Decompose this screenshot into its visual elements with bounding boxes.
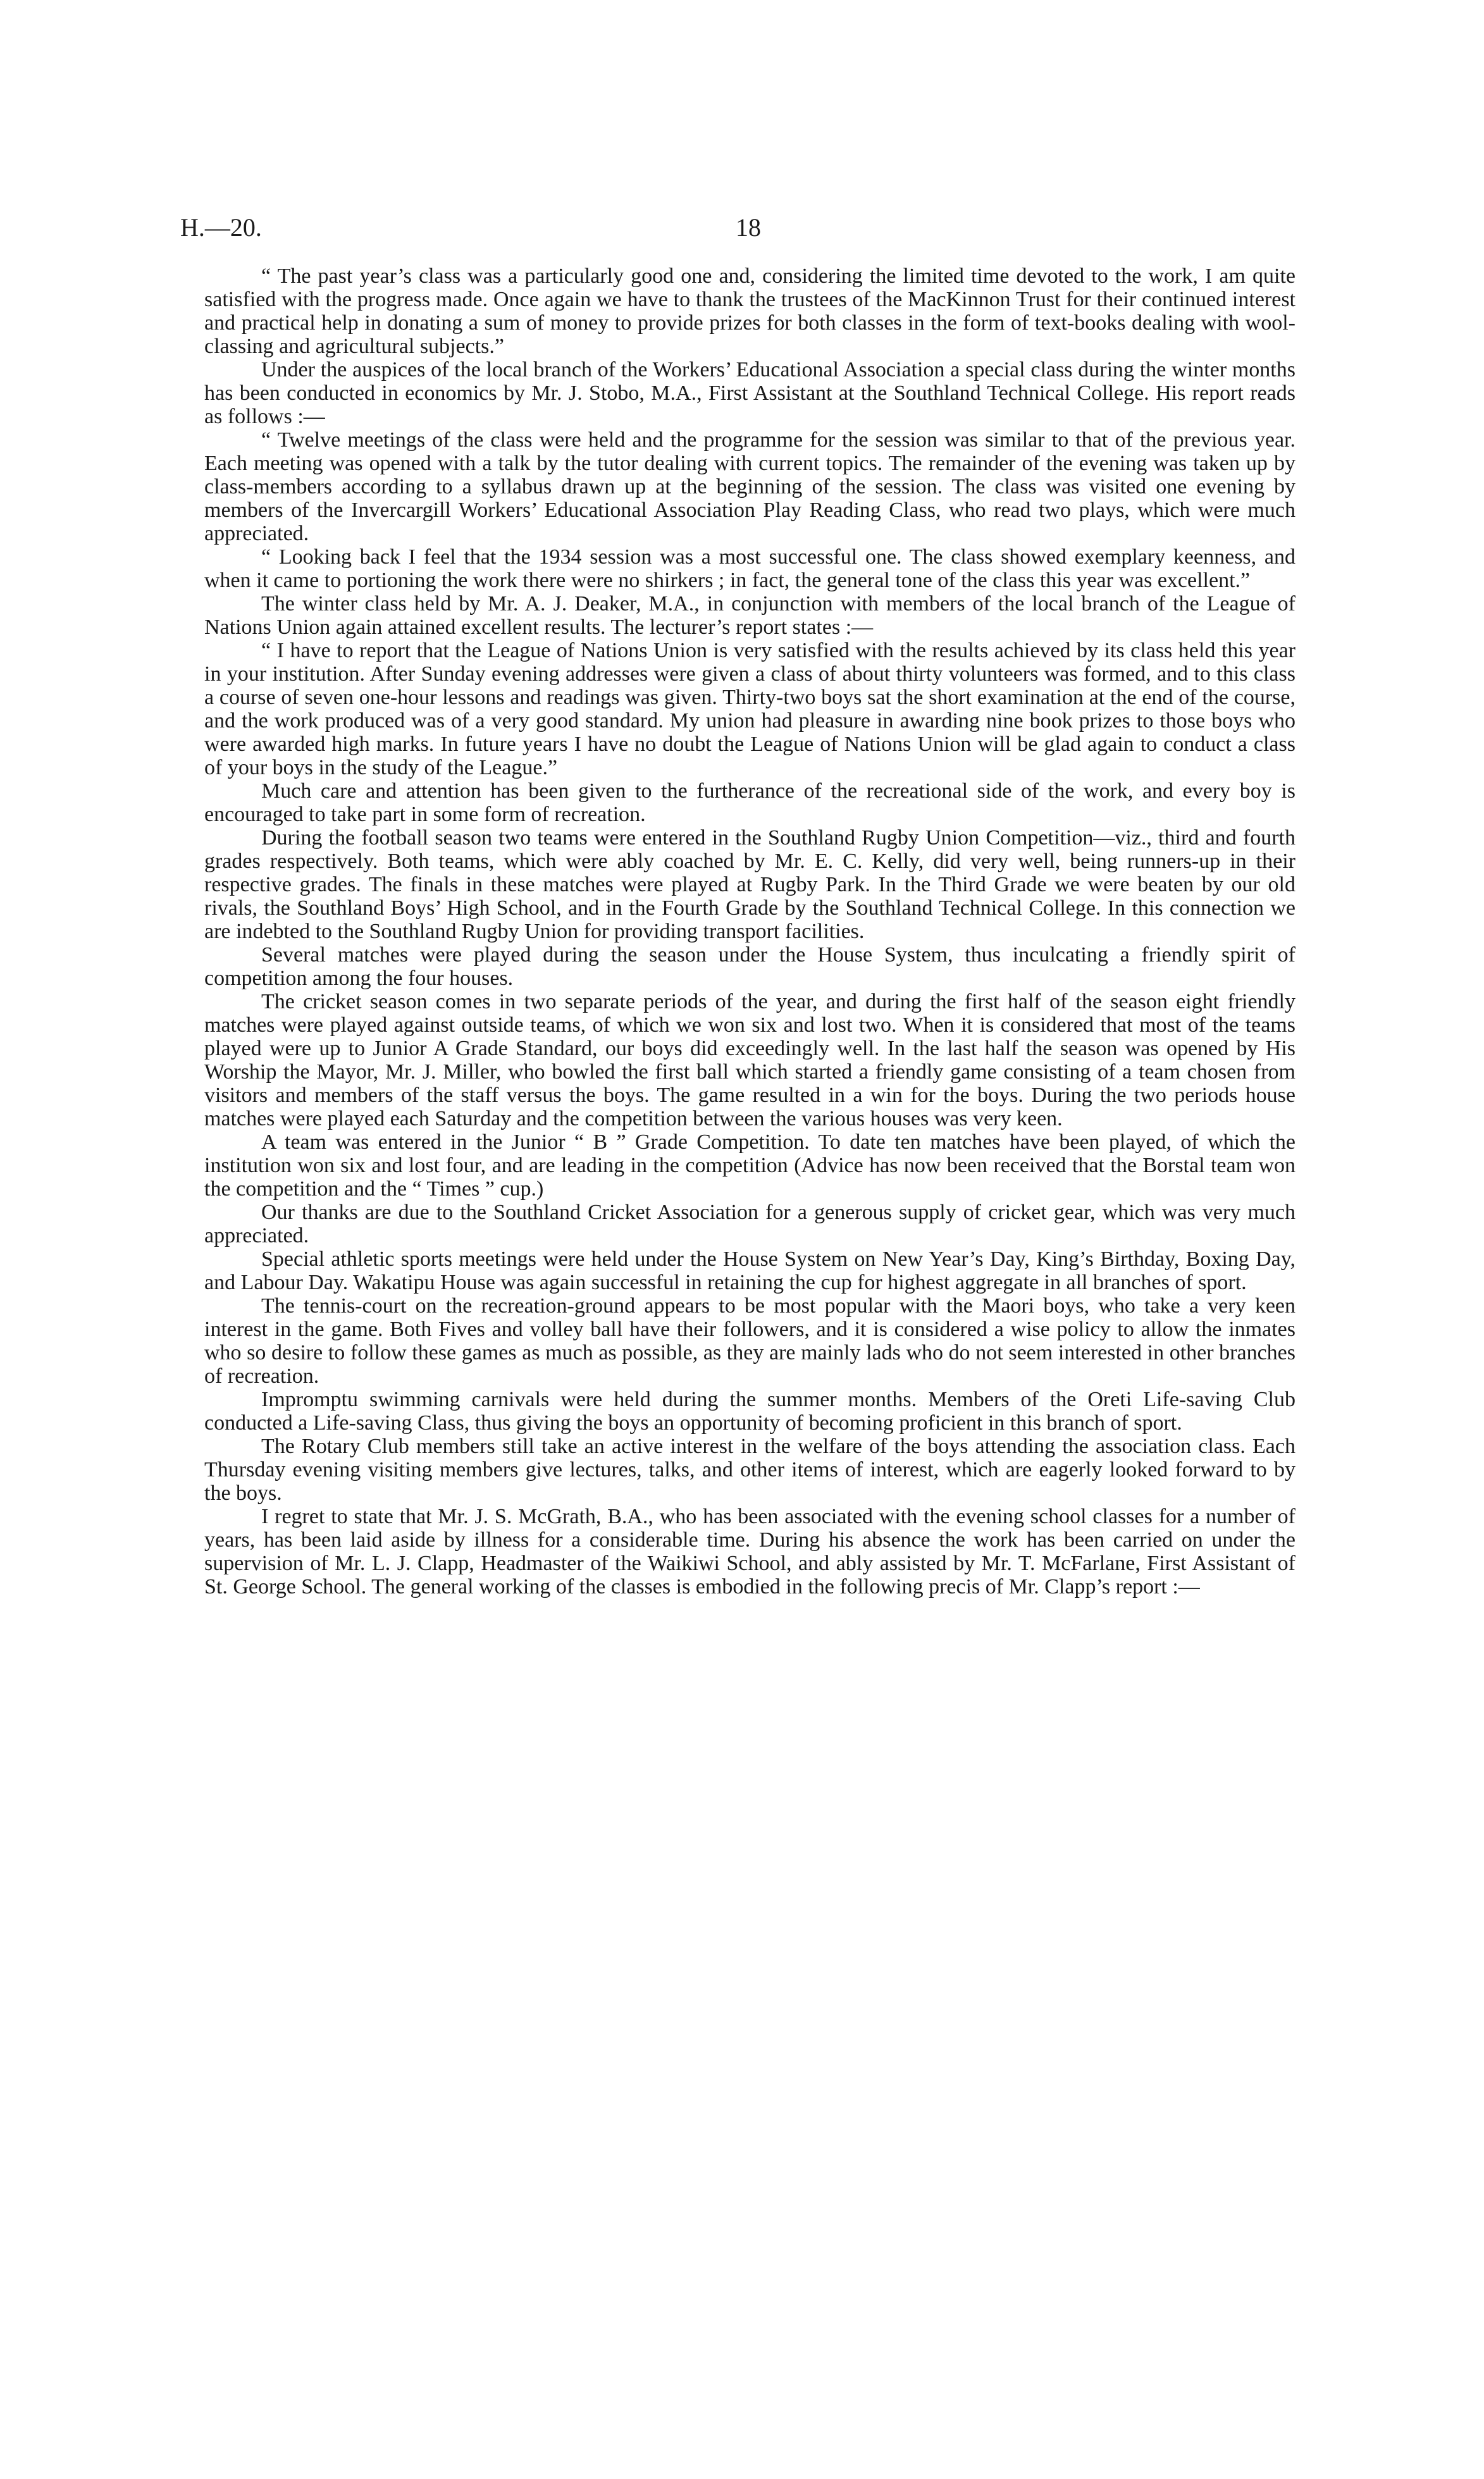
paragraph: Much care and attention has been given to the furtherance of the recreational side of the work, and every boy is encouraged to take part in some form of recreation.: [204, 779, 1295, 826]
page-number: 18: [736, 213, 761, 242]
paragraph: The cricket season comes in two separate periods of the year, and during the first half of the season eight friendly matches were played against outside teams, of which we won six and lost two. When it is considered that most of the teams played were up to Junior A Grade Standard, our boys did exceedingly well. In the last half the season was opened by His Worship the Mayor, Mr. J. Miller, who bowled the first ball which started a friendly game consisting of a team chosen from visitors and members of the staff versus the boys. The game resulted in a win for the boys. During the two periods house matches were played each Saturday and the competition between the various houses was very keen.: [204, 990, 1295, 1130]
paragraph: Special athletic sports meetings were held under the House System on New Year’s Day, King’s Birthday, Boxing Day, and Labour Day. Wakatipu House was again successful in retaining the cup for highest aggregate in all branches of sport.: [204, 1247, 1295, 1294]
paragraph: The Rotary Club members still take an active interest in the welfare of the boys attending the association class. Each Thursday evening visiting members give lectures, talks, and other items of interest, which are eagerly looked forward to by the boys.: [204, 1435, 1295, 1505]
paragraph: During the football season two teams were entered in the Southland Rugby Union Competition—viz., third and fourth grades respectively. Both teams, which were ably coached by Mr. E. C. Kelly, did very well, being runners-up in their respective grades. The finals in these matches were played at Rugby Park. In the Third Grade we were beaten by our old rivals, the Southland Boys’ High School, and in the Fourth Grade by the Southland Technical College. In this connection we are indebted to the Southland Rugby Union for providing transport facilities.: [204, 826, 1295, 943]
paragraph: I regret to state that Mr. J. S. McGrath, B.A., who has been associated with the evening school classes for a number of years, has been laid aside by illness for a considerable time. During his absence the work has been carried on under the supervision of Mr. L. J. Clapp, Headmaster of the Waikiwi School, and ably assisted by Mr. T. McFarlane, First Assistant of St. George School. The general working of the classes is embodied in the following precis of Mr. Clapp’s report :—: [204, 1505, 1295, 1598]
paragraph: “ I have to report that the League of Nations Union is very satisfied with the results achieved by its class held this year in your institution. After Sunday evening addresses were given a class of about thirty volunteers was formed, and to this class a course of seven one-hour lessons and readings was given. Thirty-two boys sat the short examination at the end of the course, and the work produced was of a very good standard. My union had pleasure in awarding nine book prizes to those boys who were awarded high marks. In future years I have no doubt the League of Nations Union will be glad again to conduct a class of your boys in the study of the League.”: [204, 639, 1295, 779]
running-head: [0, 209, 1484, 247]
paragraph: Our thanks are due to the Southland Cricket Association for a generous supply of cricket gear, which was very much appreciated.: [204, 1201, 1295, 1247]
paragraph: The winter class held by Mr. A. J. Deaker, M.A., in conjunction with members of the local branch of the League of Nations Union again attained excellent results. The lecturer’s report states :—: [204, 592, 1295, 639]
paragraph: The tennis-court on the recreation-ground appears to be most popular with the Maori boys, who take a very keen interest in the game. Both Fives and volley ball have their followers, and it is considered a wise policy to allow the inmates who so desire to follow these games as much as possible, as they are mainly lads who do not seem interested in other branches of recreation.: [204, 1294, 1295, 1388]
paragraph: Impromptu swimming carnivals were held during the summer months. Members of the Oreti Life-saving Club conducted a Life-saving Class, thus giving the boys an opportunity of becoming proficient in this branch of sport.: [204, 1388, 1295, 1435]
paragraph: “ Twelve meetings of the class were held and the programme for the session was similar to that of the previous year. Each meeting was opened with a talk by the tutor dealing with current topics. The remainder of the evening was taken up by class-members according to a syllabus drawn up at the beginning of the session. The class was visited one evening by members of the Invercargill Workers’ Educational Association Play Reading Class, who read two plays, which were much appreciated.: [204, 428, 1295, 545]
paragraph: “ The past year’s class was a particularly good one and, considering the limited time devoted to the work, I am quite satisfied with the progress made. Once again we have to thank the trustees of the MacKinnon Trust for their continued interest and practical help in donating a sum of money to provide prizes for both classes in the form of text-books dealing with wool-classing and agricultural subjects.”: [204, 264, 1295, 358]
paragraph: A team was entered in the Junior “ B ” Grade Competition. To date ten matches have been played, of which the institution won six and lost four, and are leading in the competition (Advice has now been received that the Borstal team won the competition and the “ Times ” cup.): [204, 1130, 1295, 1201]
paragraph: Under the auspices of the local branch of the Workers’ Educational Association a special class during the winter months has been conducted in economics by Mr. J. Stobo, M.A., First Assistant at the Southland Technical College. His report reads as follows :—: [204, 358, 1295, 428]
paragraph: “ Looking back I feel that the 1934 session was a most successful one. The class showed exemplary keenness, and when it came to portioning the work there were no shirkers ; in fact, the general tone of the class this year was excellent.”: [204, 545, 1295, 592]
paragraph: Several matches were played during the season under the House System, thus inculcating a friendly spirit of competition among the four houses.: [204, 943, 1295, 990]
document-reference: H.—20.: [180, 213, 262, 242]
body-text: [204, 264, 1295, 1598]
